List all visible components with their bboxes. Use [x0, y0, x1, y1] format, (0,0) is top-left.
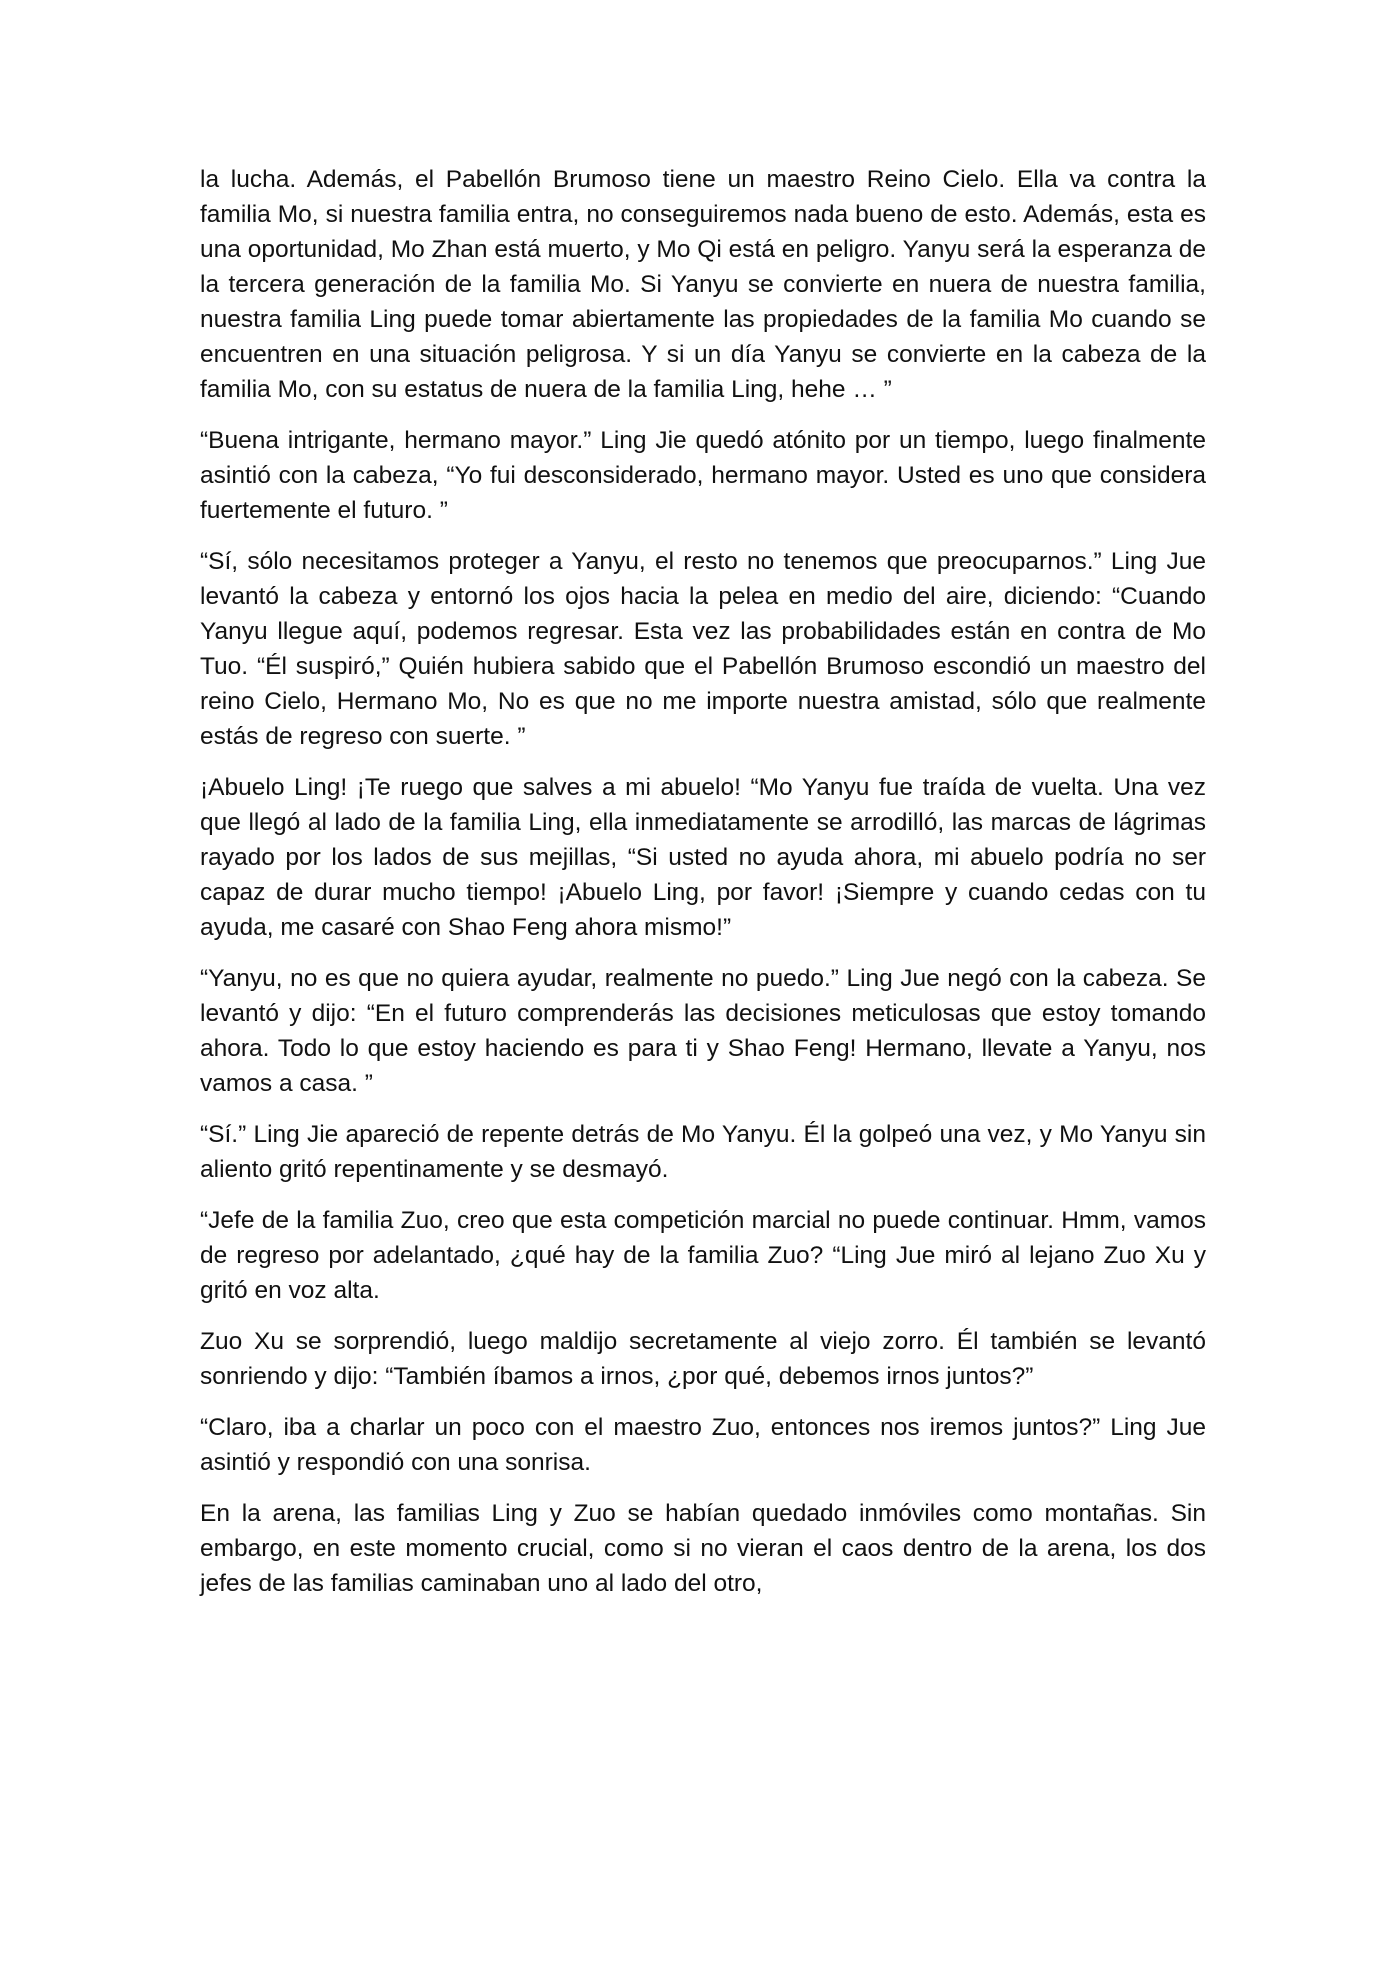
paragraph-6: “Sí.” Ling Jie apareció de repente detrás de Mo Yanyu. Él la golpeó una vez, y Mo Yanyu sin aliento gritó repentinamente y se desmayó.	[200, 1121, 1206, 1183]
paragraph-3: “Sí, sólo necesitamos proteger a Yanyu, el resto no tenemos que preocuparnos.” Ling Jue levantó la cabeza y entornó los ojos hacia la pelea en medio del aire, diciendo: “Cuando Yanyu llegue aquí, podemos regresar. Esta vez las probabilidades están en contra de Mo Tuo. “Él suspiró,” Quién hubiera sabido que el Pabellón Brumoso escondió un maestro del reino Cielo, Hermano Mo, No es que no me importe nuestra amistad, sólo que realmente estás de regreso con suerte. ”	[200, 548, 1206, 750]
paragraph-4: ¡Abuelo Ling! ¡Te ruego que salves a mi abuelo! “Mo Yanyu fue traída de vuelta. Una vez que llegó al lado de la familia Ling, ella inmediatamente se arrodilló, las marcas de lágrimas rayado por los lados de sus mejillas, “Si usted no ayuda ahora, mi abuelo podría no ser capaz de durar mucho tiempo! ¡Abuelo Ling, por favor! ¡Siempre y cuando cedas con tu ayuda, me casaré con Shao Feng ahora mismo!”	[200, 774, 1206, 941]
paragraph-10: En la arena, las familias Ling y Zuo se habían quedado inmóviles como montañas. Sin embargo, en este momento crucial, como si no vieran el caos dentro de la arena, los dos jefes de las familias caminaban uno al lado del otro,	[200, 1500, 1206, 1597]
document-page	[200, 162, 1206, 1617]
paragraph-5: “Yanyu, no es que no quiera ayudar, realmente no puedo.” Ling Jue negó con la cabeza. Se levantó y dijo: “En el futuro comprenderás las decisiones meticulosas que estoy tomando ahora. Todo lo que estoy haciendo es para ti y Shao Feng! Hermano, llevate a Yanyu, nos vamos a casa. ”	[200, 965, 1206, 1097]
paragraph-9: “Claro, iba a charlar un poco con el maestro Zuo, entonces nos iremos juntos?” Ling Jue asintió y respondió con una sonrisa.	[200, 1414, 1206, 1476]
paragraph-2: “Buena intrigante, hermano mayor.” Ling Jie quedó atónito por un tiempo, luego finalmente asintió con la cabeza, “Yo fui desconsiderado, hermano mayor. Usted es uno que considera fuertemente el futuro. ”	[200, 427, 1206, 524]
paragraph-7: “Jefe de la familia Zuo, creo que esta competición marcial no puede continuar. Hmm, vamos de regreso por adelantado, ¿qué hay de la familia Zuo? “Ling Jue miró al lejano Zuo Xu y gritó en voz alta.	[200, 1207, 1206, 1304]
paragraph-1: la lucha. Además, el Pabellón Brumoso tiene un maestro Reino Cielo. Ella va contra la familia Mo, si nuestra familia entra, no conseguiremos nada bueno de esto. Además, esta es una oportunidad, Mo Zhan está muerto, y Mo Qi está en peligro. Yanyu será la esperanza de la tercera generación de la familia Mo. Si Yanyu se convierte en nuera de nuestra familia, nuestra familia Ling puede tomar abiertamente las propiedades de la familia Mo cuando se encuentren en una situación peligrosa. Y si un día Yanyu se convierte en la cabeza de la familia Mo, con su estatus de nuera de la familia Ling, hehe … ”	[200, 166, 1206, 403]
paragraph-8: Zuo Xu se sorprendió, luego maldijo secretamente al viejo zorro. Él también se levantó sonriendo y dijo: “También íbamos a irnos, ¿por qué, debemos irnos juntos?”	[200, 1328, 1206, 1390]
